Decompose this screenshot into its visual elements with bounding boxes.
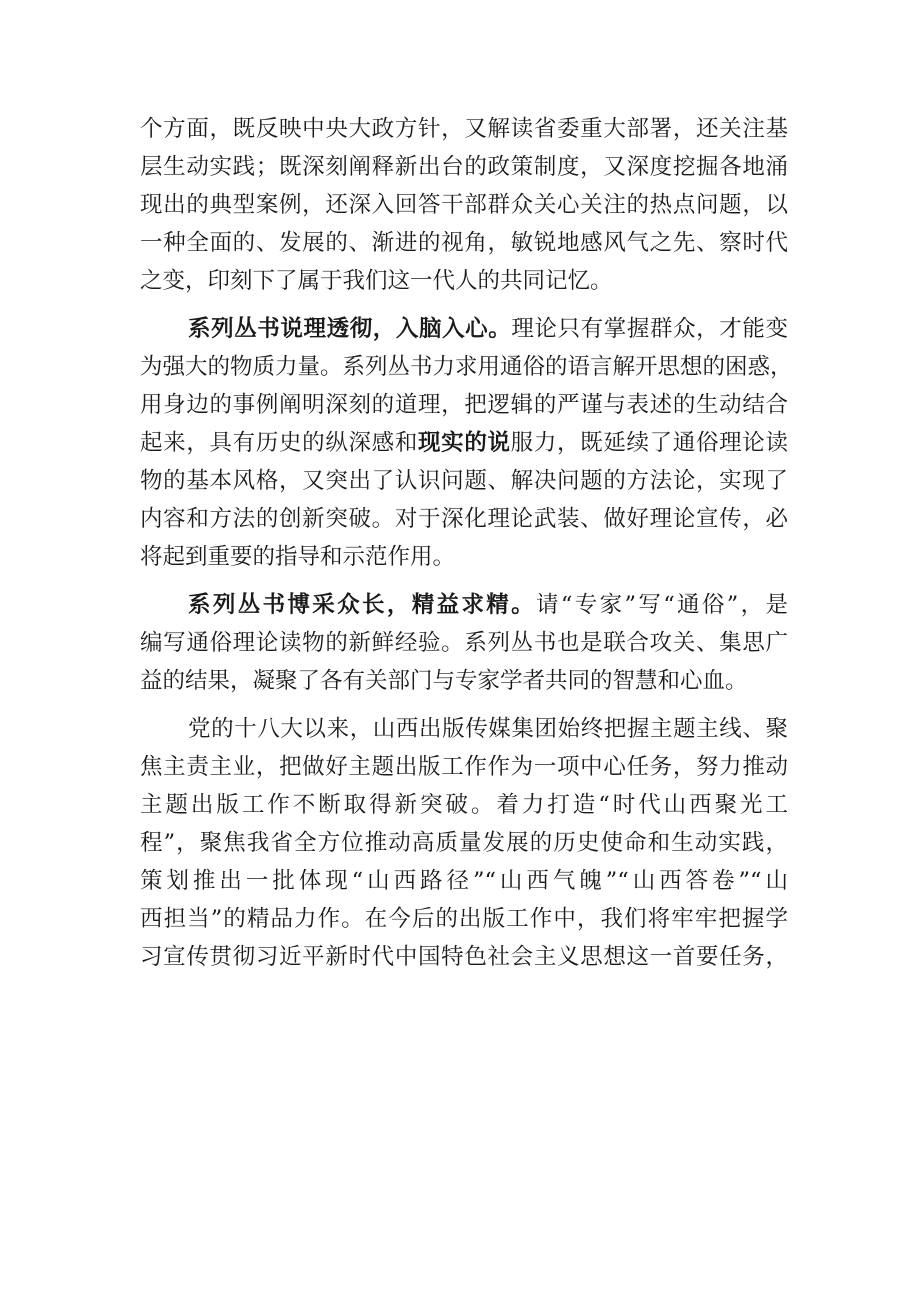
line-text: 程”，聚焦我省全方位推动高质量发展的历史使命和生动实践，	[140, 830, 788, 856]
line-text: 现出的典型案例，还深入回答干部群众关心关注的热点问题，以	[140, 192, 788, 218]
line-text: 物的基本风格，又突出了认识问题、解决问题的方法论，实现了	[140, 468, 788, 494]
paragraph-line	[140, 185, 788, 225]
paragraph-line	[140, 461, 788, 501]
paragraph-line	[140, 223, 788, 263]
paragraph-line	[140, 261, 788, 301]
paragraph-line	[140, 499, 788, 539]
paragraph-line	[188, 309, 788, 349]
line-text: 服力，既延续了通俗理论读	[510, 430, 788, 456]
line-text: 起来，具有历史的纵深感和	[140, 430, 418, 456]
paragraph-line	[140, 623, 788, 663]
paragraph-line	[140, 937, 788, 977]
bold-text: 现实的说	[417, 430, 511, 456]
line-text: 策划推出一批体现“山西路径”“山西气魄”“山西答卷”“山	[140, 868, 788, 894]
line-text: 为强大的物质力量。系列丛书力求用通俗的语言解开思想的困惑，	[140, 354, 793, 380]
bold-heading-text: 系列丛书说理透彻，入脑入心。	[188, 316, 512, 342]
paragraph-line	[140, 823, 788, 863]
paragraph-line	[188, 709, 788, 749]
paragraph-line	[140, 147, 788, 187]
line-text: 西担当”的精品力作。在今后的出版工作中，我们将牢牢把握学	[140, 906, 788, 932]
line-text: 一种全面的、发展的、渐进的视角，敏锐地感风气之先、察时代	[140, 230, 788, 256]
paragraph-line	[140, 747, 788, 787]
paragraph-line	[140, 661, 788, 701]
paragraph-line	[140, 785, 788, 825]
line-text: 内容和方法的创新突破。对于深化理论武装、做好理论宣传，必	[140, 506, 788, 532]
line-text: 习宣传贯彻习近平新时代中国特色社会主义思想这一首要任务，	[140, 944, 788, 970]
bold-heading-text: 系列丛书博采众长，精益求精。	[188, 592, 537, 618]
paragraph-line	[140, 899, 788, 939]
line-text: 编写通俗理论读物的新鲜经验。系列丛书也是联合攻关、集思广	[140, 630, 788, 656]
line-text: 用身边的事例阐明深刻的道理，把逻辑的严谨与表述的生动结合	[140, 392, 788, 418]
paragraph-line	[140, 861, 788, 901]
paragraph-line	[188, 585, 788, 625]
line-text: 理论只有掌握群众，才能变	[511, 316, 788, 342]
paragraph-line	[140, 347, 793, 387]
line-text: 主题出版工作不断取得新突破。着力打造“时代山西聚光工	[140, 792, 788, 818]
paragraph-line	[140, 537, 788, 577]
paragraph-line	[140, 385, 788, 425]
paragraph-line	[140, 423, 788, 463]
line-text: 个方面，既反映中央大政方针，又解读省委重大部署，还关注基	[140, 116, 788, 142]
line-text: 焦主责主业，把做好主题出版工作作为一项中心任务，努力推动	[140, 754, 788, 780]
paragraph-line	[140, 109, 788, 149]
line-text: 层生动实践；既深刻阐释新出台的政策制度，又深度挖掘各地涌	[140, 154, 788, 180]
line-text: 将起到重要的指导和示范作用。	[140, 544, 456, 570]
line-text: 请“专家”写“通俗”，是	[536, 592, 788, 618]
line-text: 益的结果，凝聚了各有关部门与专家学者共同的智慧和心血。	[140, 668, 748, 694]
line-text: 之变，印刻下了属于我们这一代人的共同记忆。	[140, 268, 613, 294]
line-text: 党的十八大以来，山西出版传媒集团始终把握主题主线、聚	[188, 716, 788, 742]
